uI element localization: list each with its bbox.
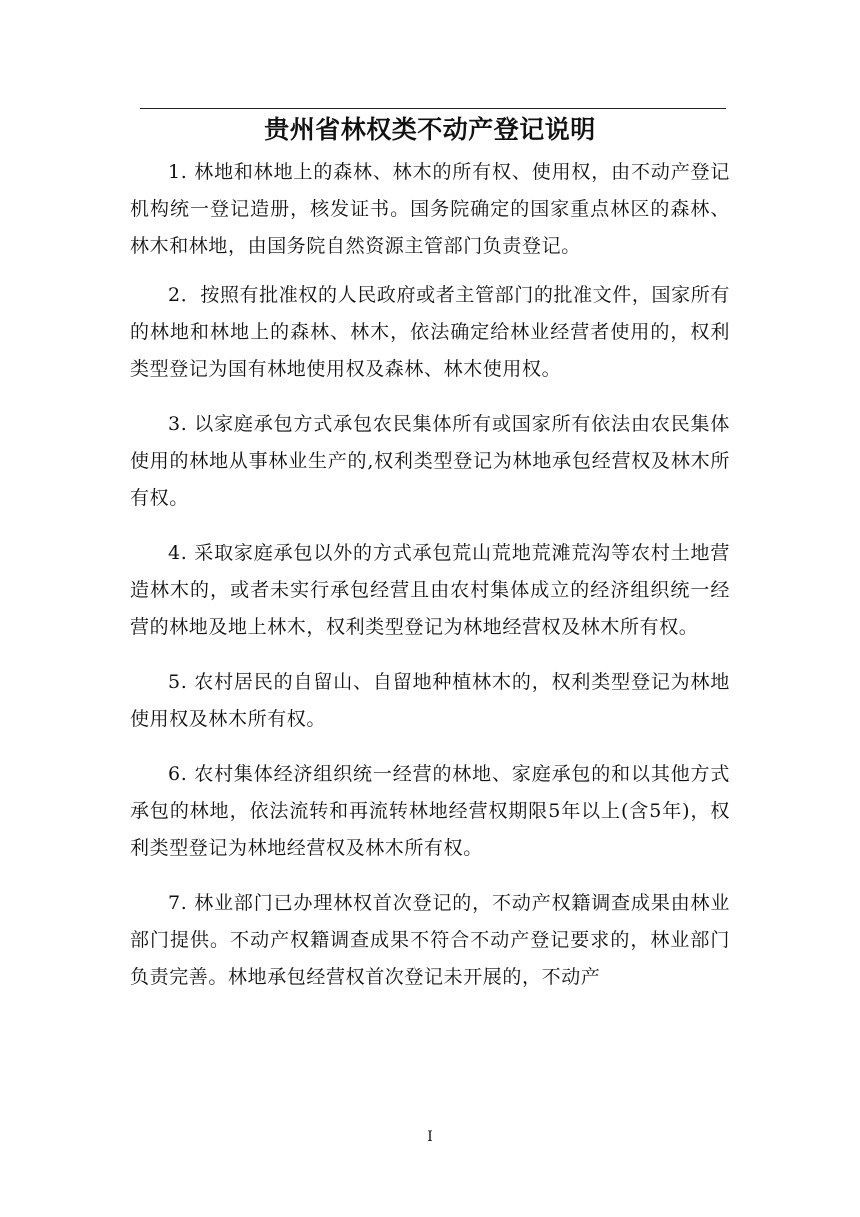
document-body	[130, 154, 730, 1014]
paragraph-1: 1. 林地和林地上的森林、林木的所有权、使用权，由不动产登记机构统一登记造册，核发证书。国务院确定的国家重点林区的森林、林木和林地，由国务院自然资源主管部门负责登记。	[130, 161, 730, 257]
header-rule	[140, 108, 726, 109]
page-number: I	[427, 1129, 433, 1145]
paragraph-6: 6. 农村集体经济组织统一经营的林地、家庭承包的和以其他方式承包的林地，依法流转和再流转林地经营权期限5年以上(含5年)，权利类型登记为林地经营权及林木所有权。	[130, 763, 730, 859]
paragraph-7: 7. 林业部门已办理林权首次登记的，不动产权籍调查成果由林业部门提供。不动产权籍调查成果不符合不动产登记要求的，林业部门负责完善。林地承包经营权首次登记未开展的，不动产	[130, 892, 730, 988]
paragraph-4: 4. 采取家庭承包以外的方式承包荒山荒地荒滩荒沟等农村土地营造林木的，或者未实行承包经营且由农村集体成立的经济组织统一经营的林地及地上林木，权利类型登记为林地经营权及林木所有权。	[130, 542, 730, 638]
document-title: 贵州省林权类不动产登记说明	[264, 115, 596, 144]
paragraph-3: 3. 以家庭承包方式承包农民集体所有或国家所有依法由农民集体使用的林地从事林业生产的,权利类型登记为林地承包经营权及林木所有权。	[130, 413, 730, 509]
paragraph-2: 2．按照有批准权的人民政府或者主管部门的批准文件，国家所有的林地和林地上的森林、林木，依法确定给林业经营者使用的，权利类型登记为国有林地使用权及森林、林木使用权。	[130, 284, 730, 380]
paragraph-5: 5. 农村居民的自留山、自留地种植林木的，权利类型登记为林地使用权及林木所有权。	[130, 671, 730, 730]
